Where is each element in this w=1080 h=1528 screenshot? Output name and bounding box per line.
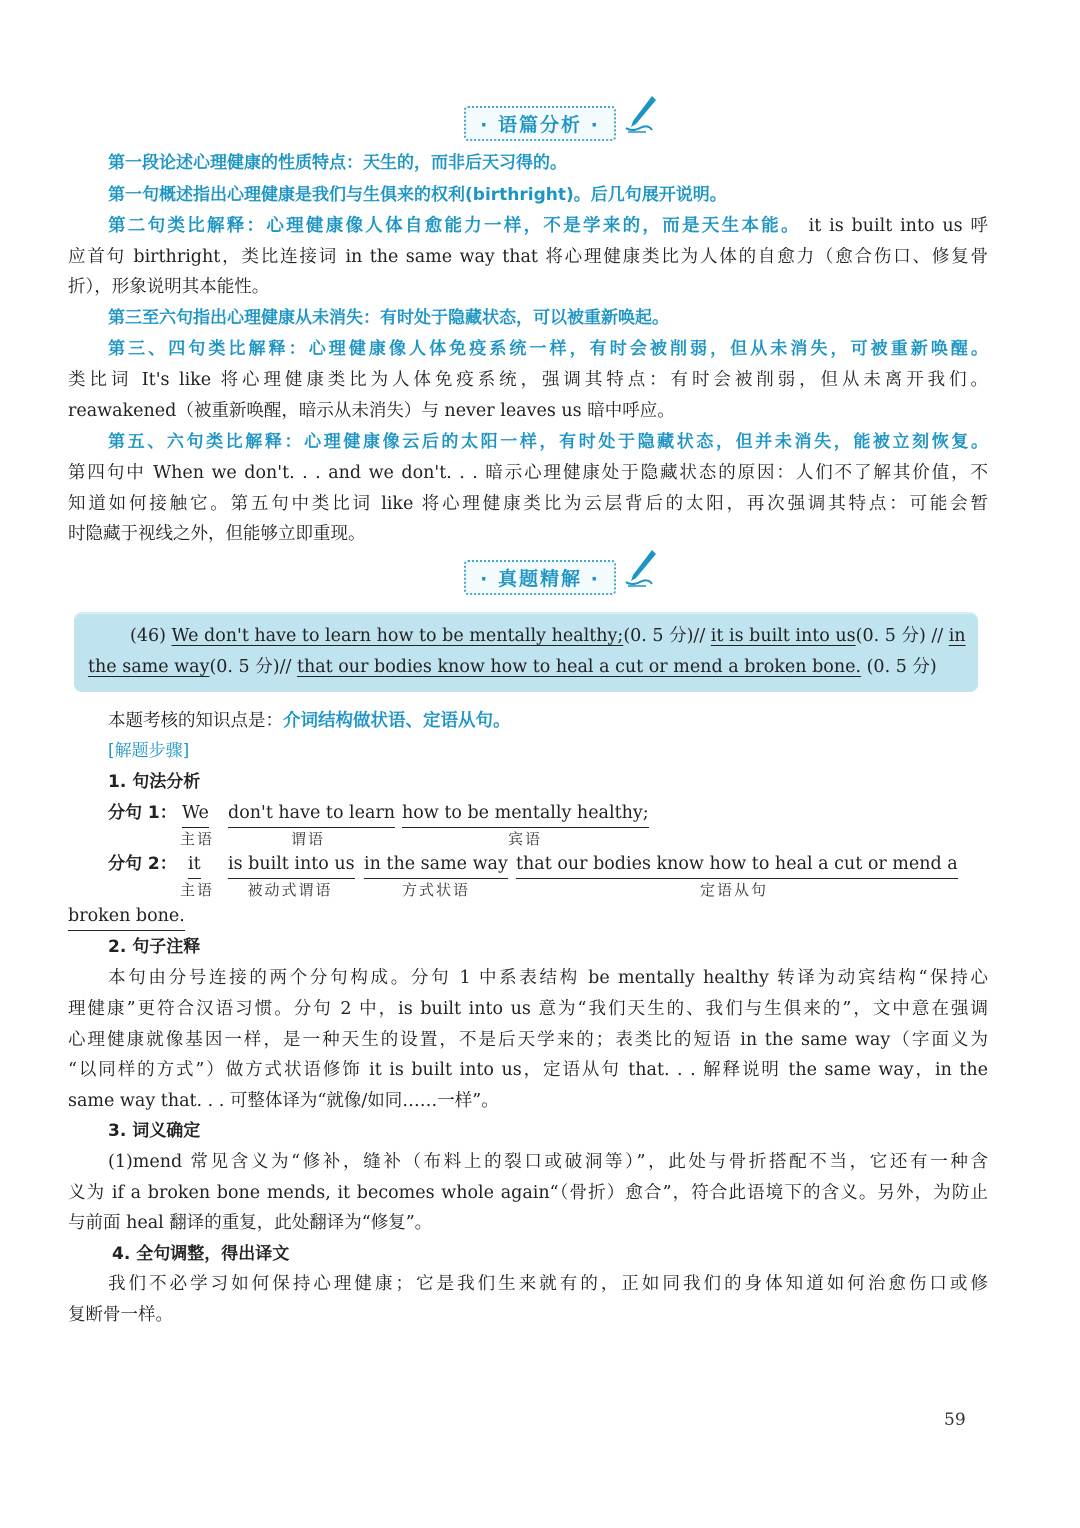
analysis-line: reawakened（被重新唤醒，暗示从未消失）与 never leaves us 暗中呼应。 <box>68 401 675 421</box>
pen-icon <box>622 94 658 134</box>
role-label: 主语 <box>179 830 214 848</box>
analysis-line: 第一段论述心理健康的性质特点：天生的，而非后天习得的。 <box>108 153 567 173</box>
role-label: 方式状语 <box>401 881 470 899</box>
analysis-line: 类比词 It's like 将心理健康类比为人体免疫系统，强调其特点：有时会被削弱，但从未离开我们。 <box>68 370 988 390</box>
clause-attributive-cont: broken bone. <box>68 903 185 931</box>
section-title-text: · 真题精解 · <box>480 568 600 590</box>
knowledge-prefix: 本题考核的知识点是： <box>108 711 283 731</box>
translation-line: 复断骨一样。 <box>68 1305 173 1325</box>
analysis-highlight: 第二句类比解释：心理健康像人体自愈能力一样，不是学来的，而是天生本能。 <box>108 216 801 236</box>
step-title: 2. 句子注释 <box>108 937 201 957</box>
answer-part: We don't have to learn how to be mentally healthy; <box>171 626 624 646</box>
pen-icon <box>622 548 658 588</box>
section-title-text: · 语篇分析 · <box>480 114 600 136</box>
analysis-line <box>108 211 988 241</box>
answer-part: that our bodies know how to heal a cut or mend a broken bone. <box>296 657 862 677</box>
step-title: 1. 句法分析 <box>108 772 201 792</box>
analysis-line: 第四句中 When we don't. . . and we don't. . . 暗示心理健康处于隐藏状态的原因：人们不了解其价值，不 <box>68 463 988 483</box>
meaning-line: 义为 if a broken bone mends, it becomes whole again“（骨折）愈合”，符合此语境下的含义。另外，为防止 <box>68 1183 988 1203</box>
answer-part: in <box>948 626 966 646</box>
page-number: 59 <box>944 1410 966 1430</box>
clause-subject: it <box>188 851 201 879</box>
clause-object: how to be mentally healthy; <box>402 800 649 828</box>
translation-line: 我们不必学习如何保持心理健康；它是我们生来就有的，正如同我们的身体知道如何治愈伤口或修 <box>108 1274 988 1294</box>
step-title: 3. 词义确定 <box>108 1121 201 1141</box>
answer-line-2 <box>88 652 937 682</box>
knowledge-points: 介词结构做状语、定语从句。 <box>283 711 511 731</box>
role-label: 宾语 <box>507 830 542 848</box>
analysis-line: 知道如何接触它。第五句中类比词 like 将心理健康类比为云层背后的太阳，再次强调其特点：可能会暂 <box>68 494 988 514</box>
role-label: 主语 <box>179 881 214 899</box>
knowledge-line <box>108 706 988 736</box>
analysis-line: 时隐藏于视线之外，但能够立即重现。 <box>68 524 366 544</box>
score: (0. 5 分) <box>866 657 937 677</box>
note-line: same way that. . . 可整体译为“就像/如同……一样”。 <box>68 1091 499 1111</box>
score: (0. 5 分) // <box>855 626 944 646</box>
analysis-line: 第三、四句类比解释：心理健康像人体免疫系统一样，有时会被削弱，但从未消失，可被重新唤醒。 <box>108 339 988 359</box>
note-line: 本句由分号连接的两个分句构成。分句 1 中系表结构 be mentally healthy 转译为动宾结构“保持心 <box>108 968 988 988</box>
note-line: 心理健康就像基因一样，是一种天生的设置，不是后天学来的；表类比的短语 in the same way（字面义为 <box>68 1030 988 1050</box>
section-title-exam <box>0 560 1080 600</box>
clause-adverbial: in the same way <box>364 851 508 879</box>
clause-attributive: that our bodies know how to heal a cut or mend a <box>516 851 958 879</box>
clause-predicate: don't have to learn <box>228 800 395 828</box>
answer-line-1 <box>130 621 966 651</box>
meaning-line: 与前面 heal 翻译的重复，此处翻译为“修复”。 <box>68 1213 433 1233</box>
score: (0. 5 分)// <box>623 626 706 646</box>
answer-box <box>74 612 978 692</box>
step-title: 4. 全句调整，得出译文 <box>112 1244 290 1264</box>
section-badge <box>464 560 616 595</box>
section-badge <box>464 106 616 141</box>
note-line: 理健康”更符合汉语习惯。分句 2 中，is built into us 意为“我们天生的、我们与生俱来的”，文中意在强调 <box>68 999 988 1019</box>
meaning-line: (1)mend 常见含义为“修补，缝补（布料上的裂口或破洞等）”，此处与骨折搭配不当，它还有一种含 <box>108 1152 988 1172</box>
role-label: 被动式谓语 <box>247 881 333 899</box>
role-label: 谓语 <box>290 830 325 848</box>
analysis-line: 折），形象说明其本能性。 <box>68 277 270 297</box>
note-line: “以同样的方式”）做方式状语修饰 it is built into us，定语从句 that. . . 解释说明 the same way，in the <box>68 1060 988 1080</box>
role-label: 定语从句 <box>699 881 768 899</box>
analysis-line: 第一句概述指出心理健康是我们与生俱来的权利(birthright)。后几句展开说明。 <box>108 185 727 205</box>
analysis-line: 应首句 birthright，类比连接词 in the same way that 将心理健康类比为人体的自愈力（愈合伤口、修复骨 <box>68 247 988 267</box>
clause-subject: We <box>182 800 209 828</box>
steps-label: [解题步骤] <box>108 741 190 761</box>
section-title-analysis <box>0 106 1080 146</box>
analysis-line: 第五、六句类比解释：心理健康像云后的太阳一样，有时处于隐藏状态，但并未消失，能被立刻恢复。 <box>108 432 988 452</box>
analysis-line: 第三至六句指出心理健康从未消失：有时处于隐藏状态，可以被重新唤起。 <box>108 308 669 328</box>
clause-predicate: is built into us <box>228 851 355 879</box>
answer-part: the same way <box>88 657 210 677</box>
clause-label: 分句 1： <box>108 803 177 823</box>
answer-part: it is built into us <box>710 626 856 646</box>
question-number: (46) <box>130 626 166 646</box>
analysis-text: it is built into us 呼 <box>808 216 988 236</box>
clause-label: 分句 2： <box>108 854 177 874</box>
score: (0. 5 分)// <box>209 657 292 677</box>
